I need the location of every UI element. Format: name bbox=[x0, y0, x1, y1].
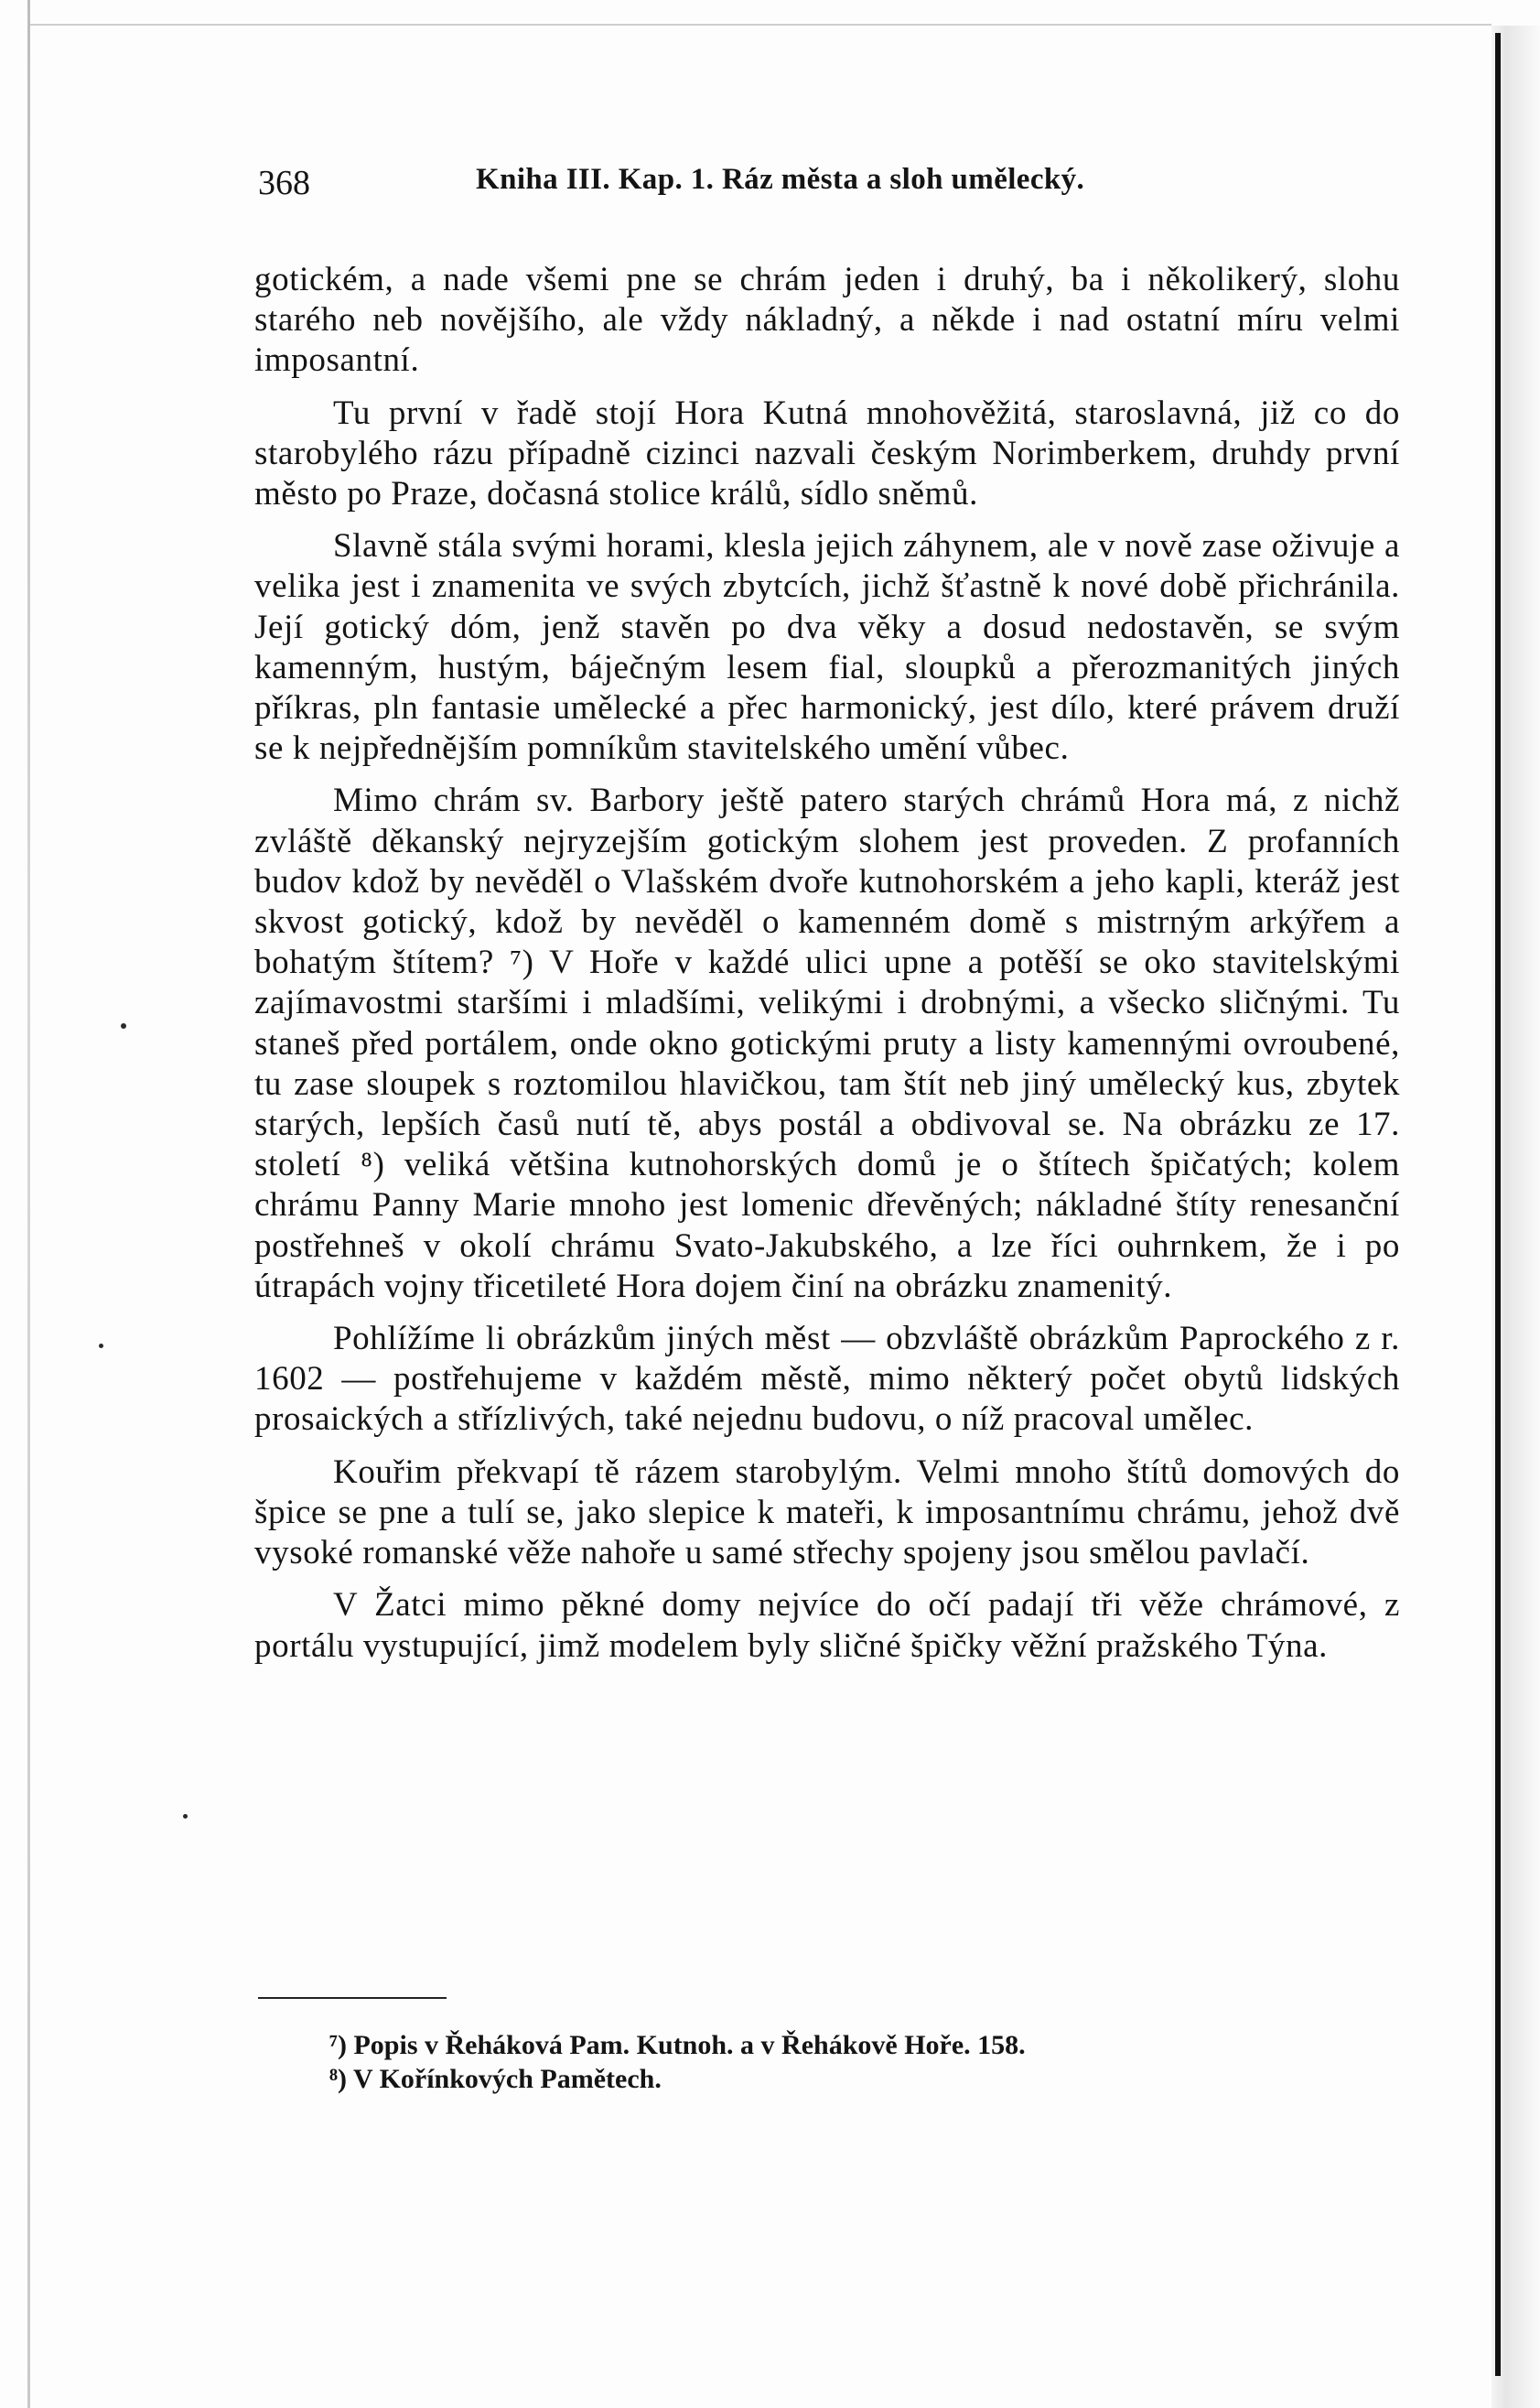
scan-binding-bar bbox=[1495, 33, 1501, 2376]
scan-speck bbox=[121, 1023, 126, 1029]
running-title: Kniha III. Kap. 1. Ráz města a sloh umělecký. bbox=[476, 163, 1085, 196]
running-head bbox=[258, 163, 1265, 218]
scan-speck bbox=[99, 1344, 103, 1348]
page-number: 368 bbox=[258, 164, 310, 202]
paragraph-3: Slavně stála svými horami, klesla jejich záhynem, ale v nově zase oživuje a velika jest i znamenita ve svých zbytcích, jichž šťastně k nové době přichránila. Její gotický dóm, jenž stavěn po dva věky a dosud nedostavěn, se svým kamenným, hustým, báječným lesem fial, sloupků a přerozmanitých jiných příkras, pln fantasie umělecké a přec harmonický, jest dílo, které právem druží se k nejpřednějším pomníkům stavitelského umění vůbec. bbox=[254, 527, 1400, 768]
footnote-8: ⁸) V Kořínkových Pamětech. bbox=[329, 2064, 662, 2094]
footnote-7: ⁷) Popis v Řeháková Pam. Kutnoh. a v Řehákově Hoře. 158. bbox=[329, 2030, 1026, 2060]
body-text bbox=[254, 260, 1400, 1679]
footnote-rule bbox=[258, 1997, 447, 1999]
scan-edge-left bbox=[27, 0, 30, 2408]
footnotes bbox=[329, 2028, 1336, 2096]
scan-edge-top bbox=[27, 24, 1492, 26]
paragraph-2: Tu první v řadě stojí Hora Kutná mnohověžitá, staroslavná, již co do starobylého rázu případně cizinci nazvali českým Norimberkem, druhdy první město po Praze, dočasná stolice králů, sídlo sněmů. bbox=[254, 394, 1400, 513]
paragraph-7: V Žatci mimo pěkné domy nejvíce do očí padají tři věže chrámové, z portálu vystupující, jimž modelem byly sličné špičky věžní pražského Týna. bbox=[254, 1586, 1400, 1665]
paragraph-5: Pohlížíme li obrázkům jiných měst — obzvláště obrázkům Paprockého z r. 1602 — postřehujeme v každém městě, mimo některý počet obytů lidských prosaických a střízlivých, také nejednu budovu, o níž pracoval umělec. bbox=[254, 1320, 1400, 1439]
paragraph-1: gotickém, a nade všemi pne se chrám jeden i druhý, ba i několikerý, slohu starého neb novějšího, ale vždy nákladný, a někde i nad ostatní míru velmi imposantní. bbox=[254, 261, 1400, 380]
scan-speck bbox=[183, 1814, 188, 1819]
paragraph-6: Kouřim překvapí tě rázem starobylým. Velmi mnoho štítů domových do špice se pne a tulí se, jako slepice k mateři, k imposantnímu chrámu, jehož dvě vysoké romanské věže nahoře u samé střechy spojeny jsou smělou pavlačí. bbox=[254, 1452, 1400, 1572]
paragraph-4: Mimo chrám sv. Barbory ještě patero starých chrámů Hora má, z nichž zvláště děkanský nejryzejším gotickým slohem jest proveden. Z profanních budov kdož by nevěděl o Vlašském dvoře kutnohorském a jeho kapli, kteráž jest skvost gotický, kdož by nevěděl o kamenném domě s mistrným arkýřem a bohatým štítem? ⁷) V Hoře v každé ulici upne a potěší se oko stavitelskými zajímavostmi staršími i mladšími, velikými i drobnými, a všecko sličnými. Tu staneš před portálem, onde okno gotickými pruty a listy kamennými ovroubené, tu zase sloupek s roztomilou hlavičkou, tam štít neb jiný umělecký kus, zbytek starých, lepších časů nutí tě, abys postál a obdivoval se. Na obrázku ze 17. století ⁸) veliká většina kutnohorských domů je o štítech špičatých; kolem chrámu Panny Marie mnoho jest lomenic dřevěných; nákladné štíty renesanční postřehneš v okolí chrámu Svato-Jakubského, a lze říci ouhrnkem, že i po útrapách vojny třicetileté Hora dojem činí na obrázku znamenitý. bbox=[254, 782, 1400, 1305]
